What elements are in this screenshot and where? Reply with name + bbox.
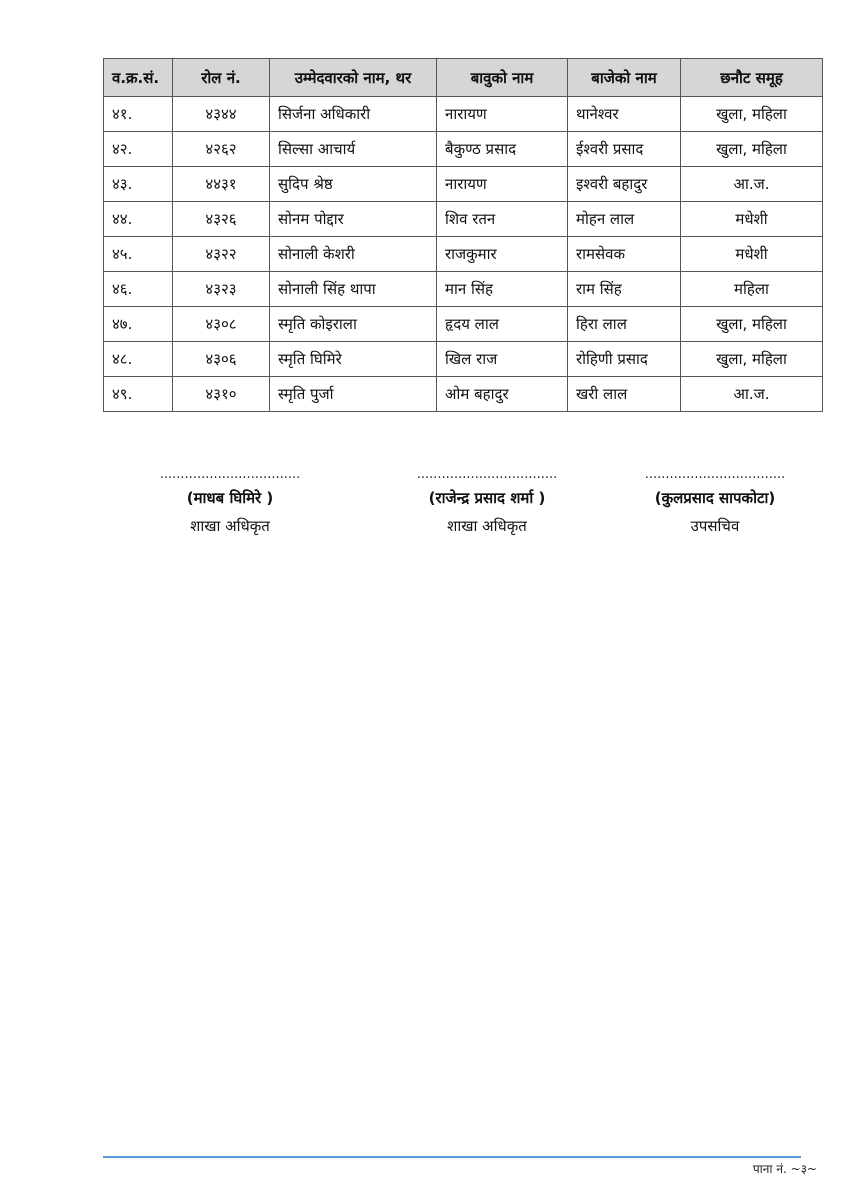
table-row bbox=[104, 97, 823, 132]
cell-roll-number: ४३२३ bbox=[173, 272, 270, 307]
cell-selection-group: आ.ज. bbox=[681, 377, 823, 412]
signature-block-3 bbox=[615, 468, 815, 536]
cell-candidate-name: सिर्जना अधिकारी bbox=[270, 97, 437, 132]
table-row bbox=[104, 342, 823, 377]
table-row bbox=[104, 377, 823, 412]
cell-grandfather-name: ईश्वरी प्रसाद bbox=[568, 132, 681, 167]
cell-roll-number: ४४३१ bbox=[173, 167, 270, 202]
cell-grandfather-name: खरी लाल bbox=[568, 377, 681, 412]
table-row bbox=[104, 237, 823, 272]
cell-roll-number: ४३४४ bbox=[173, 97, 270, 132]
table-row bbox=[104, 132, 823, 167]
cell-serial-number: ४९. bbox=[104, 377, 173, 412]
cell-serial-number: ४१. bbox=[104, 97, 173, 132]
cell-selection-group: आ.ज. bbox=[681, 167, 823, 202]
signature-block-1 bbox=[130, 468, 330, 536]
cell-grandfather-name: मोहन लाल bbox=[568, 202, 681, 237]
signatory-title: उपसचिव bbox=[690, 517, 740, 535]
cell-selection-group: खुला, महिला bbox=[681, 132, 823, 167]
cell-grandfather-name: हिरा लाल bbox=[568, 307, 681, 342]
cell-candidate-name: सोनाली सिंह थापा bbox=[270, 272, 437, 307]
cell-father-name: हृदय लाल bbox=[437, 307, 568, 342]
cell-father-name: नारायण bbox=[437, 167, 568, 202]
header-father-name: बावुको नाम bbox=[437, 59, 568, 97]
cell-grandfather-name: राम सिंह bbox=[568, 272, 681, 307]
cell-selection-group: खुला, महिला bbox=[681, 342, 823, 377]
cell-grandfather-name: इश्वरी बहादुर bbox=[568, 167, 681, 202]
cell-candidate-name: सोनम पोद्दार bbox=[270, 202, 437, 237]
signatory-name: (कुलप्रसाद सापकोटा) bbox=[654, 489, 776, 507]
cell-candidate-name: स्मृति कोइराला bbox=[270, 307, 437, 342]
cell-father-name: नारायण bbox=[437, 97, 568, 132]
cell-father-name: ओम बहादुर bbox=[437, 377, 568, 412]
cell-father-name: राजकुमार bbox=[437, 237, 568, 272]
cell-roll-number: ४३२६ bbox=[173, 202, 270, 237]
cell-selection-group: मधेशी bbox=[681, 237, 823, 272]
cell-father-name: बैकुण्ठ प्रसाद bbox=[437, 132, 568, 167]
cell-serial-number: ४३. bbox=[104, 167, 173, 202]
cell-candidate-name: स्मृति पुर्जा bbox=[270, 377, 437, 412]
table-row bbox=[104, 272, 823, 307]
cell-roll-number: ४३०६ bbox=[173, 342, 270, 377]
header-roll-number: रोल नं. bbox=[173, 59, 270, 97]
signature-line: .................................. bbox=[159, 467, 301, 482]
cell-serial-number: ४५. bbox=[104, 237, 173, 272]
cell-roll-number: ४३२२ bbox=[173, 237, 270, 272]
cell-selection-group: खुला, महिला bbox=[681, 307, 823, 342]
cell-selection-group: खुला, महिला bbox=[681, 97, 823, 132]
signature-block-2 bbox=[387, 468, 587, 536]
cell-grandfather-name: रामसेवक bbox=[568, 237, 681, 272]
cell-grandfather-name: थानेश्वर bbox=[568, 97, 681, 132]
table-row bbox=[104, 167, 823, 202]
table-row bbox=[104, 307, 823, 342]
cell-father-name: खिल राज bbox=[437, 342, 568, 377]
footer-divider bbox=[103, 1156, 801, 1158]
cell-serial-number: ४६. bbox=[104, 272, 173, 307]
signatory-title: शाखा अधिकृत bbox=[190, 517, 270, 535]
signatory-title: शाखा अधिकृत bbox=[447, 517, 527, 535]
cell-candidate-name: स्मृति घिमिरे bbox=[270, 342, 437, 377]
cell-selection-group: महिला bbox=[681, 272, 823, 307]
header-serial-number: व.क्र.सं. bbox=[104, 59, 173, 97]
cell-candidate-name: सुदिप श्रेष्ठ bbox=[270, 167, 437, 202]
header-grandfather-name: बाजेको नाम bbox=[568, 59, 681, 97]
header-selection-group: छनौट समूह bbox=[681, 59, 823, 97]
header-candidate-name: उम्मेदवारको नाम, थर bbox=[270, 59, 437, 97]
page-number: पाना नं. ~३~ bbox=[752, 1162, 817, 1176]
results-table bbox=[103, 58, 823, 412]
cell-serial-number: ४७. bbox=[104, 307, 173, 342]
signatory-name: (माधब घिमिरे ) bbox=[186, 489, 274, 507]
signature-line: .................................. bbox=[416, 467, 558, 482]
cell-serial-number: ४८. bbox=[104, 342, 173, 377]
cell-roll-number: ४३१० bbox=[173, 377, 270, 412]
table-header-row bbox=[104, 59, 823, 97]
cell-father-name: शिव रतन bbox=[437, 202, 568, 237]
cell-candidate-name: सोनाली केशरी bbox=[270, 237, 437, 272]
signature-line: .................................. bbox=[644, 467, 786, 482]
table-row bbox=[104, 202, 823, 237]
cell-roll-number: ४३०८ bbox=[173, 307, 270, 342]
cell-father-name: मान सिंह bbox=[437, 272, 568, 307]
cell-selection-group: मधेशी bbox=[681, 202, 823, 237]
cell-roll-number: ४२६२ bbox=[173, 132, 270, 167]
signatory-name: (राजेन्द्र प्रसाद शर्मा ) bbox=[428, 489, 546, 507]
cell-candidate-name: सिल्सा आचार्य bbox=[270, 132, 437, 167]
cell-serial-number: ४२. bbox=[104, 132, 173, 167]
cell-serial-number: ४४. bbox=[104, 202, 173, 237]
cell-grandfather-name: रोहिणी प्रसाद bbox=[568, 342, 681, 377]
